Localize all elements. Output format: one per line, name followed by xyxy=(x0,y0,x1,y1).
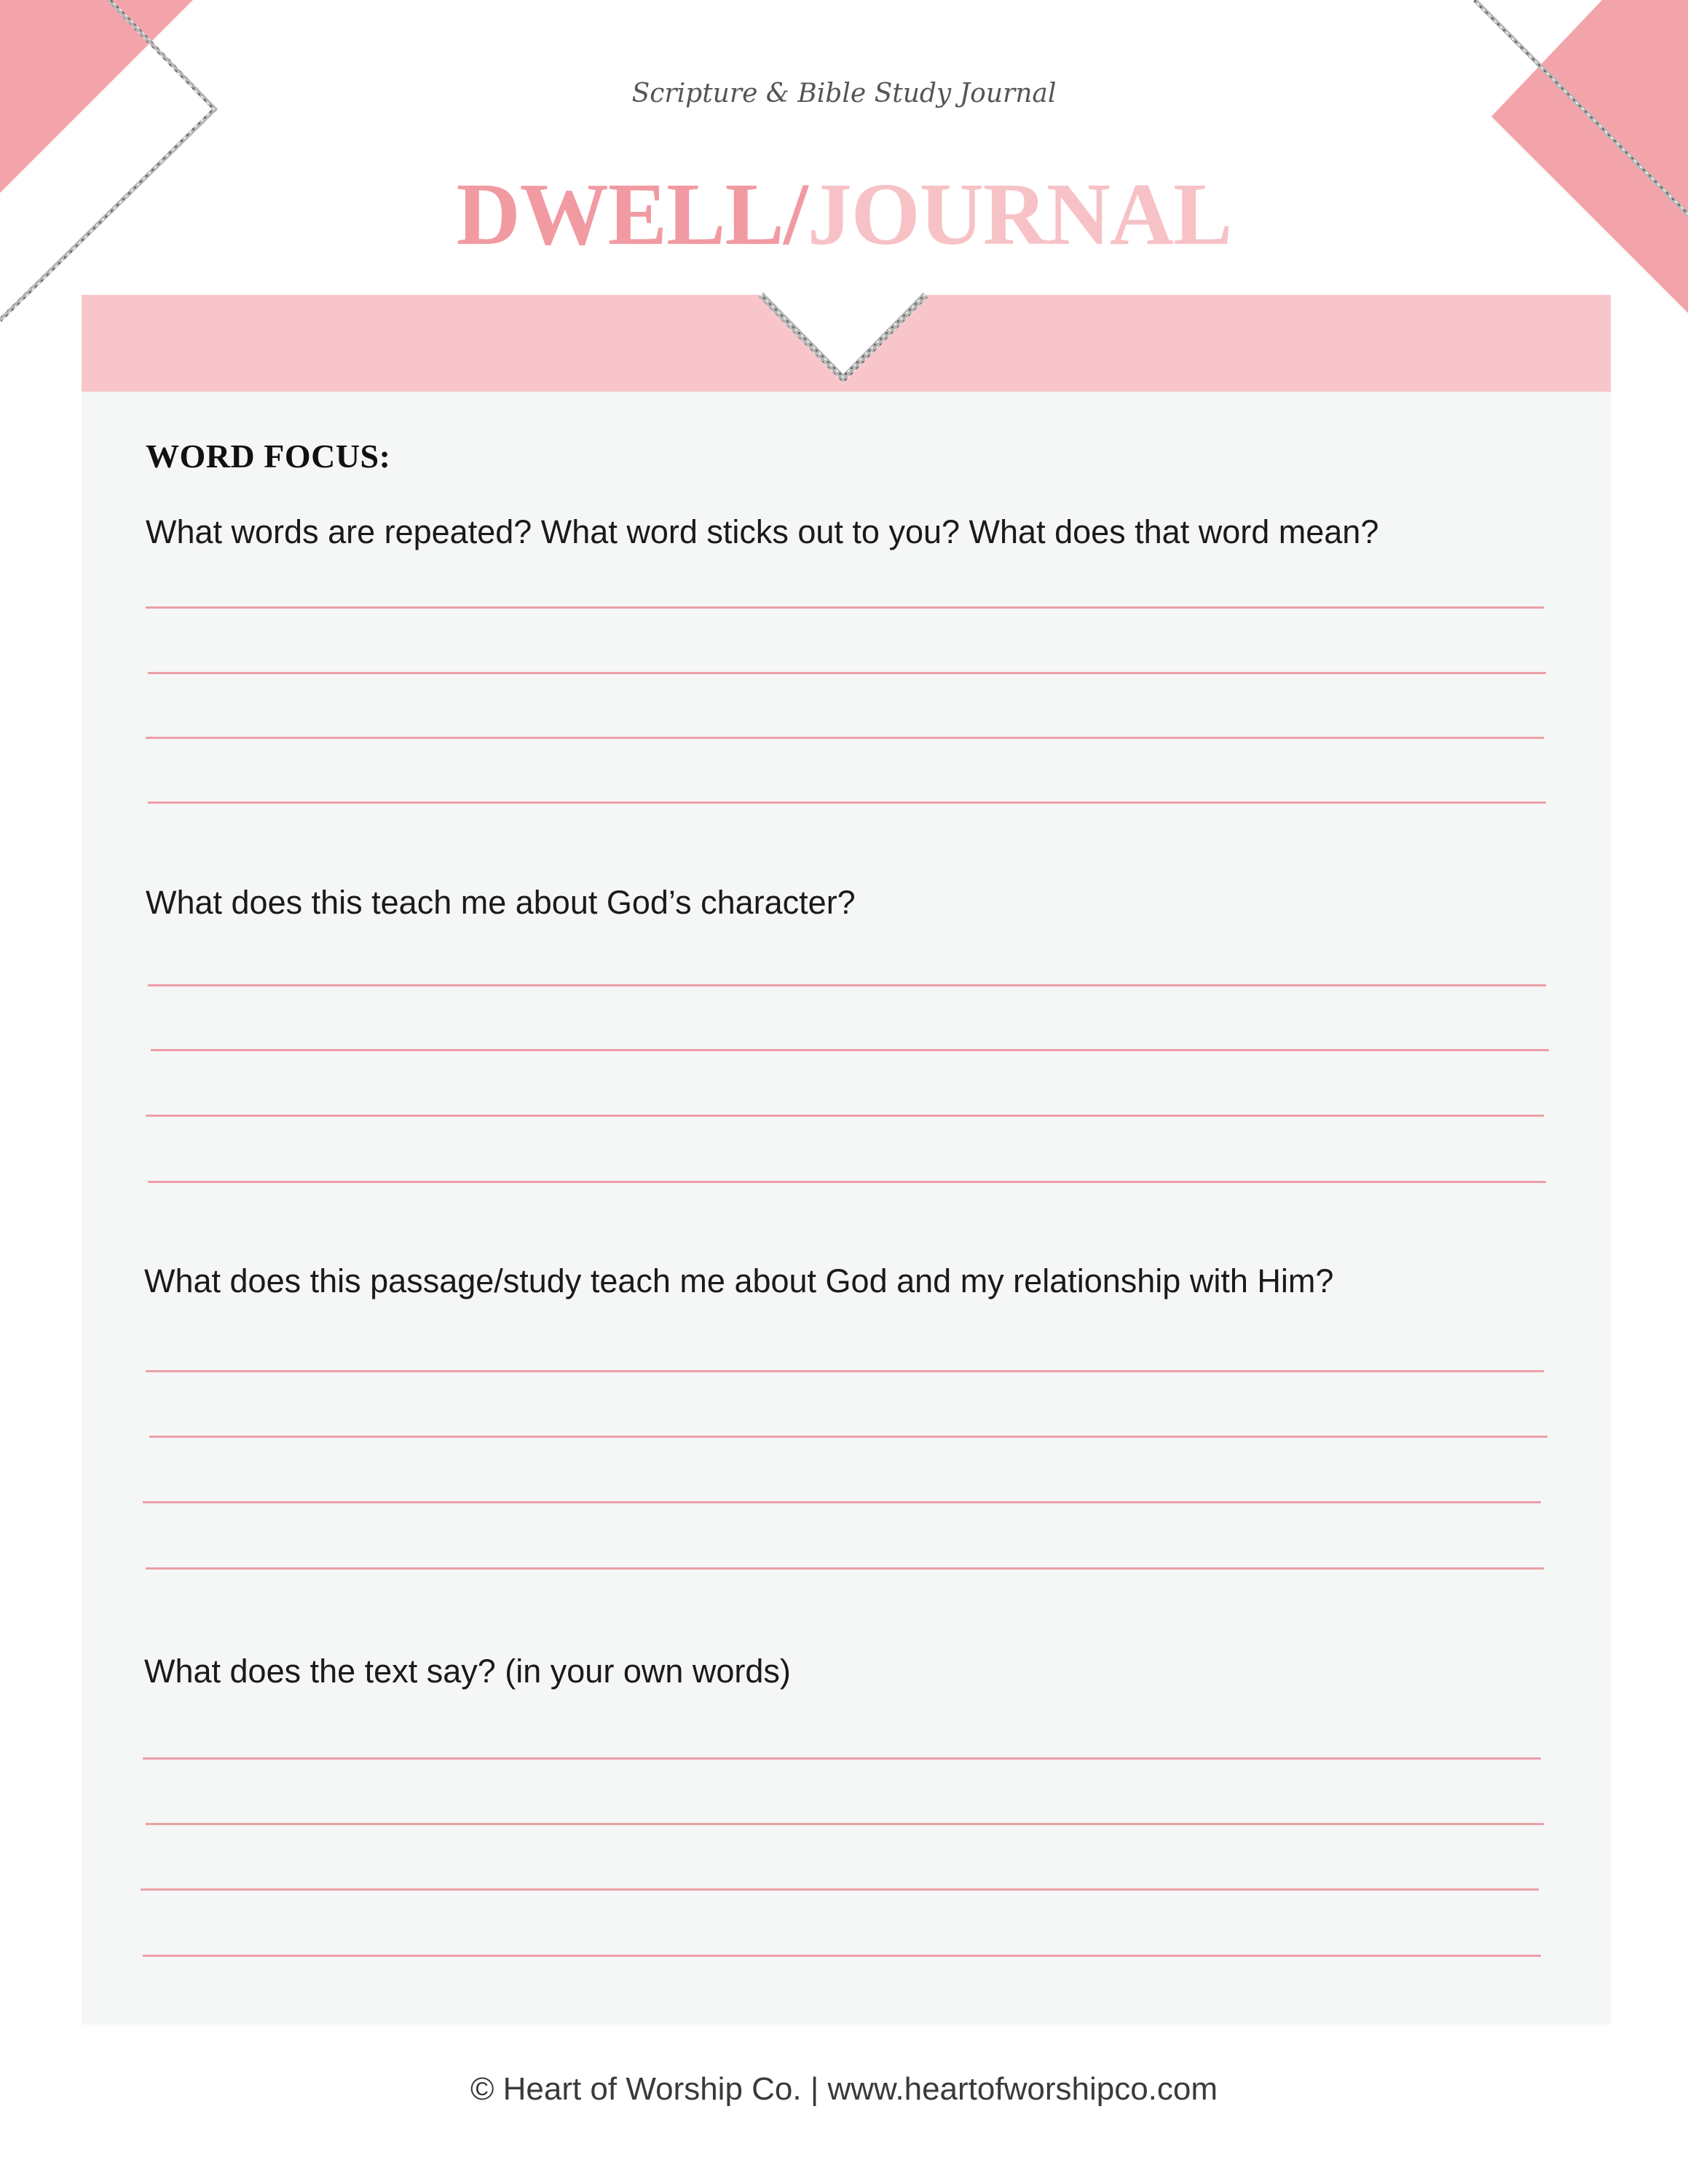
journal-subtitle: Scripture & Bible Study Journal xyxy=(631,79,1057,108)
writing-line[interactable] xyxy=(146,1115,1544,1117)
writing-line[interactable] xyxy=(146,1370,1544,1372)
writing-line[interactable] xyxy=(146,1823,1544,1825)
question-4: What does the text say? (in your own words) xyxy=(144,1653,791,1690)
writing-line[interactable] xyxy=(149,1436,1547,1438)
content-panel xyxy=(82,392,1611,2025)
section-title: WORD FOCUS: xyxy=(146,438,391,475)
writing-line[interactable] xyxy=(148,672,1546,674)
writing-line[interactable] xyxy=(151,1049,1549,1051)
writing-line[interactable] xyxy=(146,737,1544,739)
writing-line[interactable] xyxy=(146,606,1544,609)
title-part-journal: JOURNAL xyxy=(807,165,1232,264)
question-2: What does this teach me about God’s character? xyxy=(146,884,856,921)
banner-chevron xyxy=(0,0,1688,408)
writing-line[interactable] xyxy=(143,1955,1541,1957)
question-3: What does this passage/study teach me about God and my relationship with Him? xyxy=(144,1262,1334,1299)
writing-line[interactable] xyxy=(143,1501,1541,1503)
writing-line[interactable] xyxy=(141,1888,1539,1891)
writing-line[interactable] xyxy=(148,1181,1546,1183)
question-1: What words are repeated? What word sticks out to you? What does that word mean? xyxy=(146,513,1379,550)
footer-copyright: © Heart of Worship Co. | www.heartofworshipco.com xyxy=(470,2071,1218,2107)
writing-line[interactable] xyxy=(146,1567,1544,1570)
writing-line[interactable] xyxy=(143,1757,1541,1760)
writing-line[interactable] xyxy=(148,802,1546,804)
writing-line[interactable] xyxy=(148,984,1546,986)
title-part-dwell: DWELL/ xyxy=(456,165,808,264)
